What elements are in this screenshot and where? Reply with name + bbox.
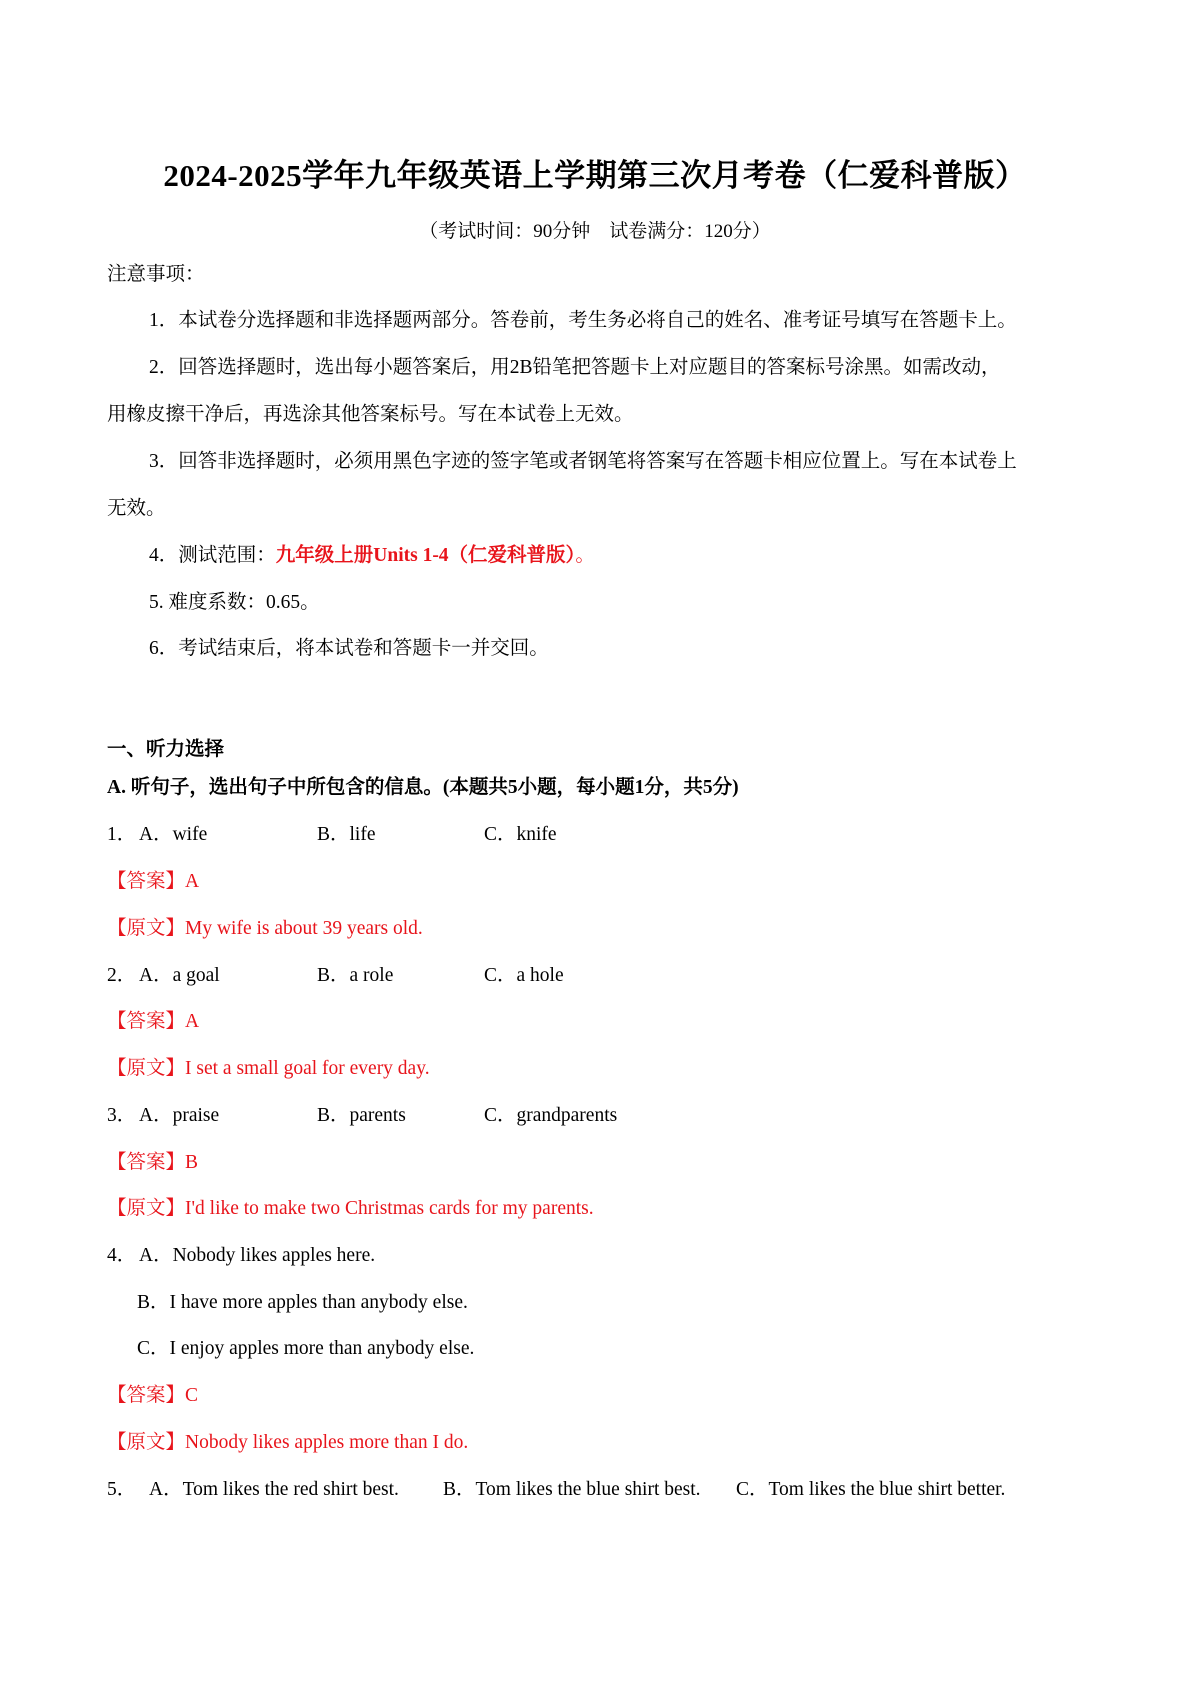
option-b: B．life [317, 824, 376, 845]
transcript-text: I'd like to make two Christmas cards for my parents. [185, 1198, 594, 1219]
option-a: A．Tom likes the red shirt best. [149, 1479, 399, 1500]
option-c: C．grandparents [484, 1105, 618, 1126]
note-item-3-cont: 无效。 [107, 498, 166, 519]
page-title: 2024-2025学年九年级英语上学期第三次月考卷（仁爱科普版） [163, 158, 1027, 193]
option-c: C．Tom likes the blue shirt better. [736, 1479, 1006, 1500]
transcript-label: 【原文】 [107, 1198, 186, 1219]
transcript-label: 【原文】 [107, 1058, 186, 1079]
section-heading: 一、听力选择 [107, 739, 225, 760]
part-a-instruction: A. 听句子，选出句子中所包含的信息。(本题共5小题，每小题1分，共5分) [107, 777, 739, 798]
transcript [107, 1056, 430, 1082]
transcript [107, 1196, 594, 1222]
option-c: C．I enjoy apples more than anybody else. [137, 1338, 475, 1359]
option-b: B．a role [317, 965, 394, 986]
note-item-3: 3．回答非选择题时，必须用黑色字迹的签字笔或者钢笔将答案写在答题卡相应位置上。写在本试卷上 [149, 451, 1017, 472]
question-number: 4． [107, 1245, 137, 1266]
transcript-label: 【原文】 [107, 1432, 186, 1453]
note-item-2: 2．回答选择题时，选出每小题答案后，用2B铅笔把答题卡上对应题目的答案标号涂黑。如需改动， [149, 357, 1001, 378]
answer-value: C [185, 1385, 199, 1406]
question-number: 3． [107, 1105, 137, 1126]
transcript-text: I set a small goal for every day. [185, 1058, 430, 1079]
transcript-label: 【原文】 [107, 918, 186, 939]
answer [107, 1009, 199, 1035]
note-item-4 [149, 543, 595, 569]
answer-label: 【答案】 [107, 1152, 186, 1173]
question-number: 2． [107, 965, 137, 986]
test-range: 九年级上册Units 1-4（仁爱科普版） [275, 545, 576, 566]
answer-label: 【答案】 [107, 871, 186, 892]
option-c: C．knife [484, 824, 557, 845]
answer-label: 【答案】 [107, 1011, 186, 1032]
answer [107, 1150, 198, 1176]
transcript [107, 1430, 468, 1456]
option-a: A．praise [139, 1105, 220, 1126]
note-item-4-suffix: 。 [575, 545, 595, 566]
note-item-5: 5. 难度系数：0.65。 [149, 592, 320, 613]
note-item-1: 1．本试卷分选择题和非选择题两部分。答卷前，考生务必将自己的姓名、准考证号填写在答题卡上。 [149, 310, 1017, 331]
option-a: A．wife [139, 824, 208, 845]
transcript [107, 916, 423, 942]
exam-info: （考试时间：90分钟 试卷满分：120分） [419, 221, 771, 242]
answer [107, 1383, 198, 1409]
answer-value: A [185, 871, 200, 892]
answer [107, 869, 199, 895]
option-a: A．a goal [139, 965, 220, 986]
notes-heading: 注意事项： [107, 264, 205, 285]
answer-value: A [185, 1011, 200, 1032]
option-b: B．I have more apples than anybody else. [137, 1292, 468, 1313]
note-item-2-cont: 用橡皮擦干净后，再选涂其他答案标号。写在本试卷上无效。 [107, 404, 634, 425]
option-b: B．parents [317, 1105, 406, 1126]
note-item-4-prefix: 4．测试范围： [149, 545, 276, 566]
note-item-6: 6．考试结束后，将本试卷和答题卡一并交回。 [149, 638, 549, 659]
answer-value: B [185, 1152, 199, 1173]
question-number: 1． [107, 824, 137, 845]
transcript-text: My wife is about 39 years old. [185, 918, 423, 939]
question-number: 5． [107, 1479, 137, 1500]
answer-label: 【答案】 [107, 1385, 186, 1406]
option-b: B．Tom likes the blue shirt best. [443, 1479, 701, 1500]
transcript-text: Nobody likes apples more than I do. [185, 1432, 469, 1453]
option-c: C．a hole [484, 965, 564, 986]
option-a: A．Nobody likes apples here. [139, 1245, 376, 1266]
